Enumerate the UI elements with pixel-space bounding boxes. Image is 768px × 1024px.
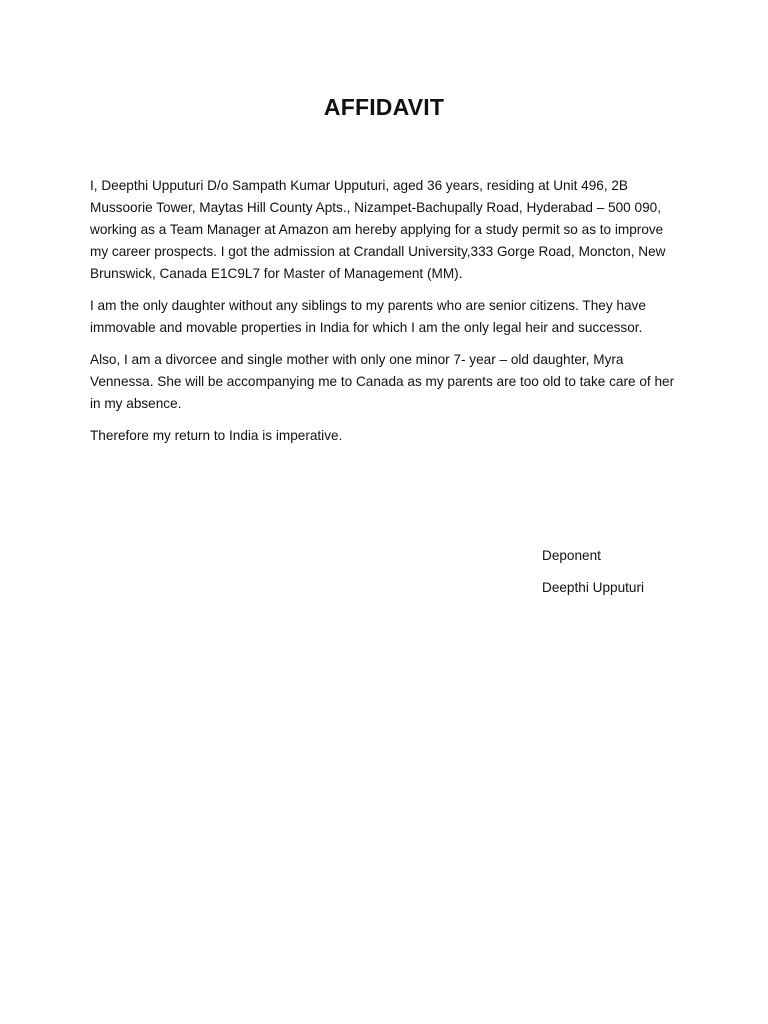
affidavit-body [90, 175, 678, 457]
paragraph-declaration: I, Deepthi Upputuri D/o Sampath Kumar Upputuri, aged 36 years, residing at Unit 496, 2B Mussoorie Tower, Maytas Hill County Apts., Nizampet-Bachupally Road, Hyderabad – 500 090, working as a Team Manager at Amazon am hereby applying for a study permit so as to improve my career prospects. I got the admission at Crandall University,333 Gorge Road, Moncton, New Brunswick, Canada E1C9L7 for Master of Management (MM). [90, 178, 666, 281]
signature-name: Deepthi Upputuri [542, 580, 645, 595]
paragraph-conclusion: Therefore my return to India is imperative. [90, 428, 343, 443]
signature-block [542, 545, 742, 609]
signature-role: Deponent [542, 548, 601, 563]
paragraph-dependent: Also, I am a divorcee and single mother with only one minor 7- year – old daughter, Myra Vennessa. She will be accompanying me to Canada as my parents are too old to take care of her in my absence. [90, 352, 675, 411]
paragraph-family: I am the only daughter without any siblings to my parents who are senior citizens. They have immovable and movable properties in India for which I am the only legal heir and successor. [90, 298, 646, 335]
document-title: AFFIDAVIT [323, 94, 445, 120]
